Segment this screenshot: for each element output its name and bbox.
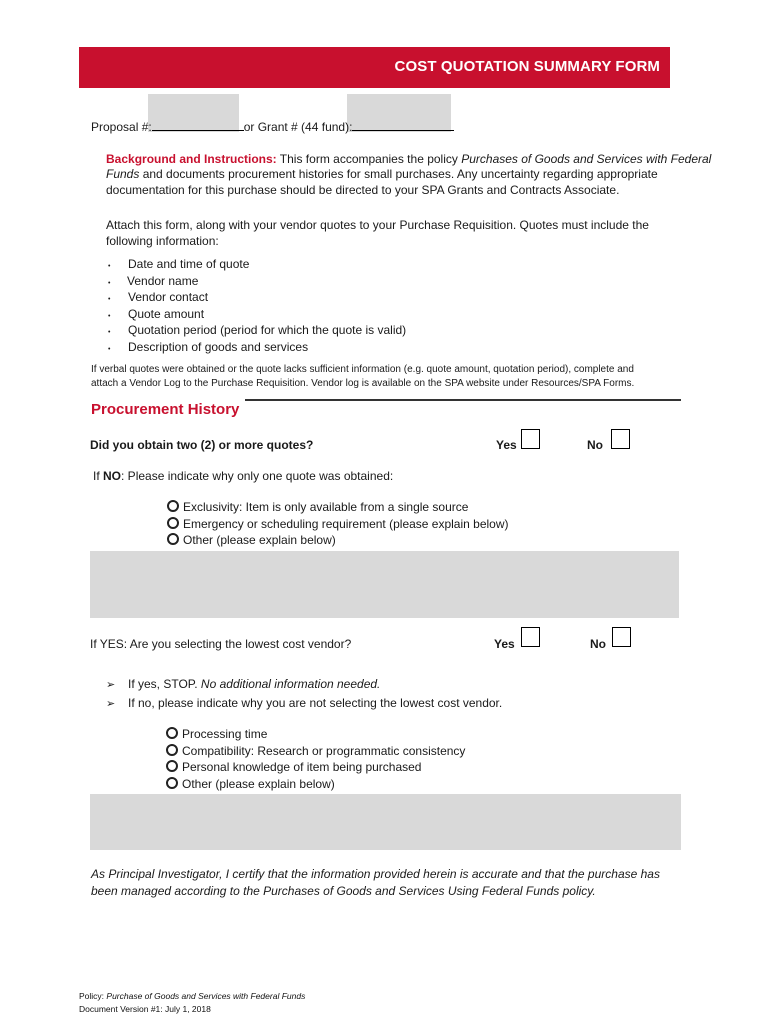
section-title-procurement: Procurement History (91, 401, 240, 418)
bullet-icon: • (108, 296, 111, 303)
instructions-text-2: and documents procurement histories for small purchases. Any uncertainty regarding appropriate (139, 167, 658, 181)
list-item-text: Description of goods and services (128, 339, 309, 354)
radio-option-label: Personal knowledge of item being purchased (182, 760, 422, 774)
instructions-text-1: This form accompanies the policy (276, 152, 462, 166)
radio-option-label: Other (please explain below) (183, 533, 336, 547)
explanation-field-2[interactable] (90, 794, 681, 850)
arrow-bullet-icon: ➢ (106, 698, 116, 710)
policy-title-part1: Purchases of Goods and Services with Federal (461, 152, 712, 166)
question-two-quotes: Did you obtain two (2) or more quotes? (90, 438, 314, 452)
list-item-text: Vendor contact (128, 290, 209, 304)
instructions-line-2 (106, 166, 658, 182)
radio-option[interactable] (167, 516, 509, 533)
radio-option[interactable] (167, 532, 509, 549)
bullet-icon: • (108, 312, 111, 320)
grant-blank (352, 118, 454, 131)
stop-italic: No additional information needed. (200, 677, 381, 691)
radio-circle-icon[interactable] (167, 500, 179, 512)
proposal-label: Proposal #: (91, 120, 152, 134)
bullet-icon: • (108, 345, 111, 353)
radio-option[interactable] (166, 776, 465, 793)
attach-line-1: Attach this form, along with your vendor quotes to your Purchase Requisition. Quotes must include the (106, 218, 649, 232)
footer-version: Document Version #1: July 1, 2018 (79, 1004, 211, 1014)
list-item (108, 322, 406, 339)
yes-checkbox-q1[interactable] (521, 429, 540, 449)
arrow-bullet-icon: ➢ (106, 679, 116, 691)
proposal-line (91, 118, 454, 135)
required-info-list (108, 256, 406, 355)
list-item (108, 273, 406, 290)
grant-label: or Grant # (44 fund): (243, 120, 353, 134)
bullet-icon: • (108, 263, 111, 270)
radio-option-label: Compatibility: Research or programmatic consistency (182, 743, 466, 758)
not-lowest-note (106, 695, 502, 712)
radio-option-label: Emergency or scheduling requirement (please explain below) (183, 516, 509, 531)
proposal-blank (152, 118, 244, 131)
radio-option[interactable] (167, 499, 509, 516)
radio-circle-icon[interactable] (166, 727, 178, 739)
list-item (108, 289, 406, 306)
attach-line-2: following information: (106, 234, 219, 248)
list-item-text: Date and time of quote (128, 257, 250, 271)
certification-line-2: been managed according to the Purchases of Goods and Services Using Federal Funds policy. (91, 884, 596, 898)
list-item (108, 256, 406, 273)
verbal-quotes-line-2: attach a Vendor Log to the Purchase Requisition. Vendor log is available on the SPA website under Resources/SPA Forms. (91, 378, 635, 389)
bullet-icon: • (108, 329, 111, 336)
one-quote-reasons (167, 499, 509, 549)
no-checkbox-q1[interactable] (611, 429, 630, 449)
certification-line-1: As Principal Investigator, I certify that the information provided herein is accurate and that the purchase has (91, 867, 660, 881)
section-divider (245, 399, 681, 401)
if-no-instruction (93, 468, 393, 484)
if-no-bold: NO (103, 469, 122, 483)
radio-circle-icon[interactable] (166, 777, 178, 789)
title-bar (79, 47, 670, 88)
question-lowest-cost: If YES: Are you selecting the lowest cost vendor? (90, 637, 352, 651)
radio-option-label: Processing time (182, 727, 268, 741)
not-lowest-text: If no, please indicate why you are not selecting the lowest cost vendor. (128, 696, 503, 710)
instructions-line-1 (106, 151, 711, 167)
if-no-rest: : Please indicate why only one quote was obtained: (121, 469, 394, 483)
no-label-q1: No (587, 438, 603, 452)
yes-label-q2: Yes (494, 637, 515, 651)
yes-label-q1: Yes (496, 438, 517, 452)
footer-policy (79, 990, 305, 1002)
radio-option-label: Exclusivity: Item is only available from a single source (183, 500, 469, 514)
explanation-field-1[interactable] (90, 551, 679, 618)
footer-policy-name: Purchase of Goods and Services with Federal Funds (106, 991, 306, 1001)
yes-checkbox-q2[interactable] (521, 627, 540, 647)
not-lowest-reasons (166, 726, 465, 792)
stop-prefix: If yes, STOP. (128, 677, 201, 691)
verbal-quotes-line-1: If verbal quotes were obtained or the quote lacks sufficient information (e.g. quote amount, quotation period), complete and (91, 364, 634, 375)
list-item-text: Vendor name (127, 273, 199, 288)
no-label-q2: No (590, 637, 606, 651)
no-checkbox-q2[interactable] (612, 627, 631, 647)
radio-circle-icon[interactable] (167, 533, 179, 545)
if-no-prefix: If (93, 469, 104, 483)
radio-circle-icon[interactable] (166, 760, 178, 772)
stop-note (106, 676, 380, 693)
list-item (108, 306, 406, 323)
form-title: COST QUOTATION SUMMARY FORM (394, 58, 660, 75)
radio-option[interactable] (166, 743, 465, 760)
list-item (108, 339, 406, 356)
bullet-icon: • (108, 279, 111, 287)
footer-policy-label: Policy: (79, 991, 107, 1001)
instructions-line-3: documentation for this purchase should be directed to your SPA Grants and Contracts Associate. (106, 183, 620, 197)
radio-option-label: Other (please explain below) (182, 776, 335, 791)
radio-circle-icon[interactable] (167, 517, 179, 529)
list-item-text: Quote amount (128, 306, 205, 321)
radio-option[interactable] (166, 726, 465, 743)
radio-option[interactable] (166, 759, 465, 776)
list-item-text: Quotation period (period for which the quote is valid) (128, 323, 407, 337)
policy-title-part2: Funds (106, 167, 140, 181)
instructions-heading: Background and Instructions: (106, 152, 277, 166)
radio-circle-icon[interactable] (166, 744, 178, 756)
